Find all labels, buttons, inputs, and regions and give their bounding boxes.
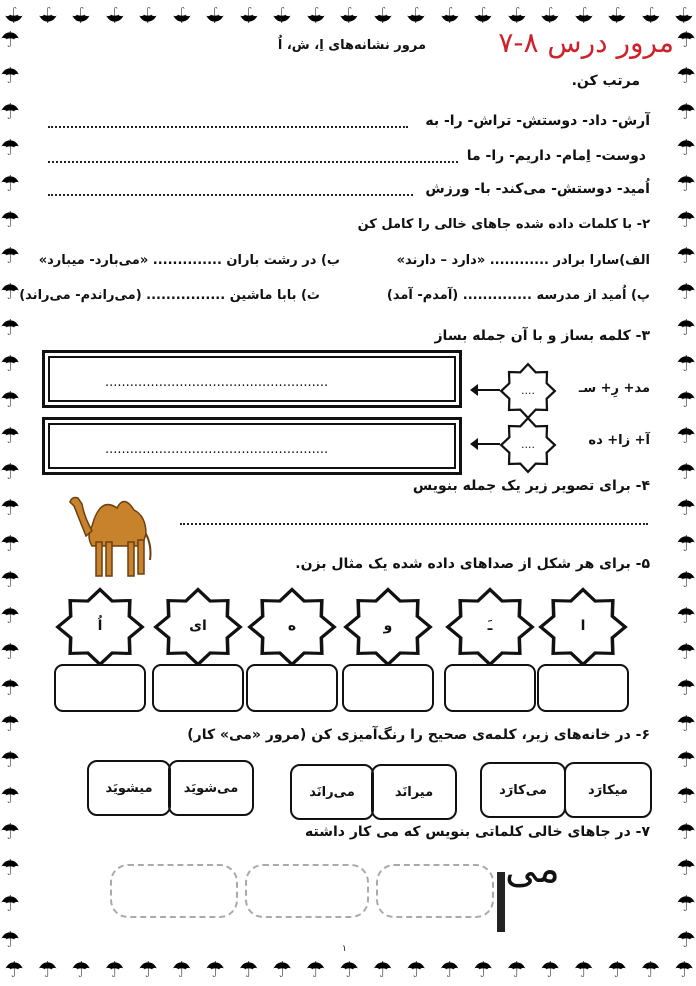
umbrella-icon: ☂ [0, 784, 20, 809]
umbrella-icon: ☂ [676, 604, 696, 629]
sentence-line: ...................................................... [105, 375, 329, 390]
umbrella-icon: ☂ [0, 244, 20, 269]
umbrella-icon: ☂ [676, 208, 696, 233]
umbrella-icon: ☂ [238, 1, 259, 26]
word-star[interactable] [500, 417, 556, 473]
umbrella-icon: ☂ [0, 892, 20, 917]
q3-parts-2: آ+ زا+ ده [588, 433, 650, 448]
umbrella-icon: ☂ [0, 424, 20, 449]
umbrella-icon: ☂ [406, 1, 426, 26]
umbrella-icon: ☂ [0, 676, 20, 701]
arrow-left-icon [476, 443, 500, 445]
umbrella-icon: ☂ [171, 1, 192, 26]
umbrella-icon: ☂ [676, 676, 696, 701]
umbrella-icon: ☂ [0, 316, 20, 341]
umbrella-icon: ☂ [676, 892, 696, 917]
q6-title: ۶- در خانه‌های زیر، کلمه‌ی صحیح را رنگ‌آمیزی کن (مرور «می» کار) [187, 727, 650, 743]
logo-bar [497, 872, 505, 932]
umbrella-icon: ☂ [104, 1, 125, 26]
sound-label: ه [287, 618, 297, 635]
umbrella-icon: ☂ [0, 820, 20, 845]
q2-item-th: ث) بابا ماشین ................ (می‌راندم- می‌راند) [19, 288, 320, 303]
umbrella-icon: ☂ [0, 388, 20, 413]
umbrella-icon: ☂ [676, 28, 696, 53]
q2-item-p: پ) اُمید از مدرسه .............. (آمدم- آمد) [386, 288, 650, 303]
umbrella-icon: ☂ [676, 316, 696, 341]
umbrella-icon: ☂ [0, 712, 20, 737]
q1-title: مرتب کن. [571, 73, 640, 89]
umbrella-icon: ☂ [339, 1, 359, 26]
star-blank: .... [521, 437, 535, 451]
sound-label: ا [580, 618, 586, 635]
umbrella-icon: ☂ [0, 208, 20, 233]
umbrella-icon: ☂ [506, 958, 527, 983]
q2-title: ۲- با کلمات داده شده جاهای خالی را کامل کن [357, 217, 650, 232]
umbrella-icon: ☂ [0, 460, 20, 485]
star-blank: .... [521, 383, 535, 397]
q7-title: ۷- در جاهای خالی کلماتی بنویس که می کار داشته [305, 824, 650, 840]
umbrella-icon: ☂ [37, 958, 58, 983]
umbrella-icon: ☂ [540, 958, 560, 983]
umbrella-icon: ☂ [0, 136, 20, 161]
example-answer-box[interactable] [54, 664, 146, 712]
umbrella-icon: ☂ [640, 958, 661, 983]
umbrella-icon: ☂ [439, 958, 460, 983]
sentence-frame[interactable] [42, 417, 462, 475]
umbrella-icon: ☂ [676, 568, 696, 593]
q4-title: ۴- برای تصویر زیر یک جمله بنویس [412, 478, 650, 494]
blank-frame[interactable] [376, 864, 494, 918]
example-answer-box[interactable] [537, 664, 629, 712]
umbrella-icon: ☂ [676, 352, 696, 377]
umbrella-icon: ☂ [573, 958, 594, 983]
umbrella-icon: ☂ [676, 712, 696, 737]
umbrella-icon: ☂ [305, 1, 326, 26]
q2-item-a: الف)سارا برادر ............ «دارد – دارند» [396, 253, 650, 268]
umbrella-icon: ☂ [205, 958, 225, 983]
umbrella-icon: ☂ [238, 958, 259, 983]
sound-label: اُ [97, 618, 103, 635]
umbrella-icon: ☂ [473, 958, 493, 983]
q2-item-b: ب) در رشت باران .............. «می‌بارد- میبارد» [38, 253, 340, 268]
word-option[interactable]: می‌رانَد [290, 764, 374, 820]
umbrella-icon: ☂ [676, 820, 696, 845]
umbrella-icon: ☂ [0, 280, 20, 305]
word-option[interactable]: میرانَد [371, 764, 457, 820]
umbrella-icon: ☂ [0, 100, 20, 125]
umbrella-icon: ☂ [71, 958, 91, 983]
umbrella-icon: ☂ [676, 928, 696, 953]
answer-line[interactable] [48, 161, 458, 163]
word-star[interactable] [500, 363, 556, 419]
page-number: ۱ [342, 944, 347, 954]
q5-title: ۵- برای هر شکل از صداهای داده شده یک مثال بزن. [295, 556, 650, 572]
answer-line[interactable] [48, 126, 408, 128]
q3-title: ۳- کلمه بساز و با آن جمله بساز [434, 328, 650, 344]
umbrella-icon: ☂ [540, 1, 560, 26]
sound-label: ای [189, 618, 207, 635]
umbrella-icon: ☂ [676, 172, 696, 197]
sound-label: و [383, 618, 393, 635]
umbrella-icon: ☂ [0, 532, 20, 557]
umbrella-icon: ☂ [0, 568, 20, 593]
example-answer-box[interactable] [246, 664, 338, 712]
umbrella-icon: ☂ [676, 424, 696, 449]
umbrella-icon: ☂ [676, 280, 696, 305]
q1-line-2: دوست- اِمام- داریم- را- ما [466, 148, 646, 164]
example-answer-box[interactable] [444, 664, 536, 712]
umbrella-icon: ☂ [305, 958, 326, 983]
umbrella-icon: ☂ [171, 958, 192, 983]
answer-line[interactable] [48, 194, 413, 196]
arrow-left-icon [476, 389, 500, 391]
blank-frame[interactable] [245, 864, 369, 918]
word-option[interactable]: می‌شویَد [168, 760, 254, 816]
umbrella-icon: ☂ [138, 1, 158, 26]
umbrella-icon: ☂ [676, 136, 696, 161]
umbrella-icon: ☂ [372, 958, 393, 983]
word-option[interactable]: میکارَد [564, 762, 652, 818]
umbrella-icon: ☂ [573, 1, 594, 26]
umbrella-icon: ☂ [676, 532, 696, 557]
sound-star [344, 588, 432, 666]
camel-image [62, 486, 158, 580]
umbrella-icon: ☂ [272, 1, 292, 26]
umbrella-icon: ☂ [676, 496, 696, 521]
umbrella-icon: ☂ [372, 1, 393, 26]
umbrella-icon: ☂ [205, 1, 225, 26]
umbrella-icon: ☂ [676, 856, 696, 881]
umbrella-icon: ☂ [0, 496, 20, 521]
umbrella-icon: ☂ [439, 1, 460, 26]
word-option[interactable]: می‌کارَد [480, 762, 566, 818]
umbrella-icon: ☂ [4, 1, 24, 26]
q3-parts-1: مد+ رِ+ سـ [578, 381, 650, 396]
umbrella-icon: ☂ [676, 64, 696, 89]
sound-star [56, 588, 144, 666]
sound-star [154, 588, 242, 666]
umbrella-icon: ☂ [676, 460, 696, 485]
umbrella-icon: ☂ [0, 640, 20, 665]
umbrella-icon: ☂ [674, 958, 694, 983]
umbrella-icon: ☂ [0, 604, 20, 629]
umbrella-icon: ☂ [104, 958, 125, 983]
sentence-line: ...................................................... [105, 442, 329, 457]
sound-star [446, 588, 534, 666]
page-title: مرور درس ۸-۷ [498, 26, 674, 59]
sound-label: ـَ [487, 618, 493, 635]
umbrella-icon: ☂ [406, 958, 426, 983]
umbrella-icon: ☂ [0, 856, 20, 881]
umbrella-icon: ☂ [0, 172, 20, 197]
umbrella-icon: ☂ [138, 958, 158, 983]
umbrella-icon: ☂ [473, 1, 493, 26]
umbrella-icon: ☂ [339, 958, 359, 983]
answer-line[interactable] [180, 523, 648, 525]
umbrella-icon: ☂ [0, 748, 20, 773]
q1-line-1: آرش- داد- دوستش- تراش- را- به [425, 113, 650, 129]
umbrella-icon: ☂ [640, 1, 661, 26]
umbrella-icon: ☂ [676, 784, 696, 809]
example-answer-box[interactable] [152, 664, 244, 712]
sound-star [248, 588, 336, 666]
umbrella-icon: ☂ [37, 1, 58, 26]
page-subtitle: مرور نشانه‌های اِ، ش، اُ [277, 38, 426, 53]
umbrella-icon: ☂ [676, 100, 696, 125]
q1-line-3: اُمید- دوستش- می‌کند- با- ورزش [425, 181, 650, 197]
umbrella-icon: ☂ [0, 352, 20, 377]
umbrella-icon: ☂ [607, 1, 627, 26]
word-option[interactable]: میشویَد [87, 760, 171, 816]
umbrella-icon: ☂ [71, 1, 91, 26]
umbrella-icon: ☂ [0, 64, 20, 89]
umbrella-icon: ☂ [4, 958, 24, 983]
umbrella-icon: ☂ [676, 244, 696, 269]
sentence-frame[interactable] [42, 350, 462, 408]
umbrella-icon: ☂ [506, 1, 527, 26]
umbrella-icon: ☂ [674, 1, 694, 26]
umbrella-icon: ☂ [676, 388, 696, 413]
umbrella-icon: ☂ [676, 748, 696, 773]
umbrella-icon: ☂ [272, 958, 292, 983]
umbrella-icon: ☂ [607, 958, 627, 983]
umbrella-icon: ☂ [676, 640, 696, 665]
sound-star [539, 588, 627, 666]
umbrella-icon: ☂ [0, 28, 20, 53]
blank-frame[interactable] [110, 864, 238, 918]
umbrella-icon: ☂ [0, 928, 20, 953]
example-answer-box[interactable] [342, 664, 434, 712]
mi-logo: می [505, 846, 560, 892]
